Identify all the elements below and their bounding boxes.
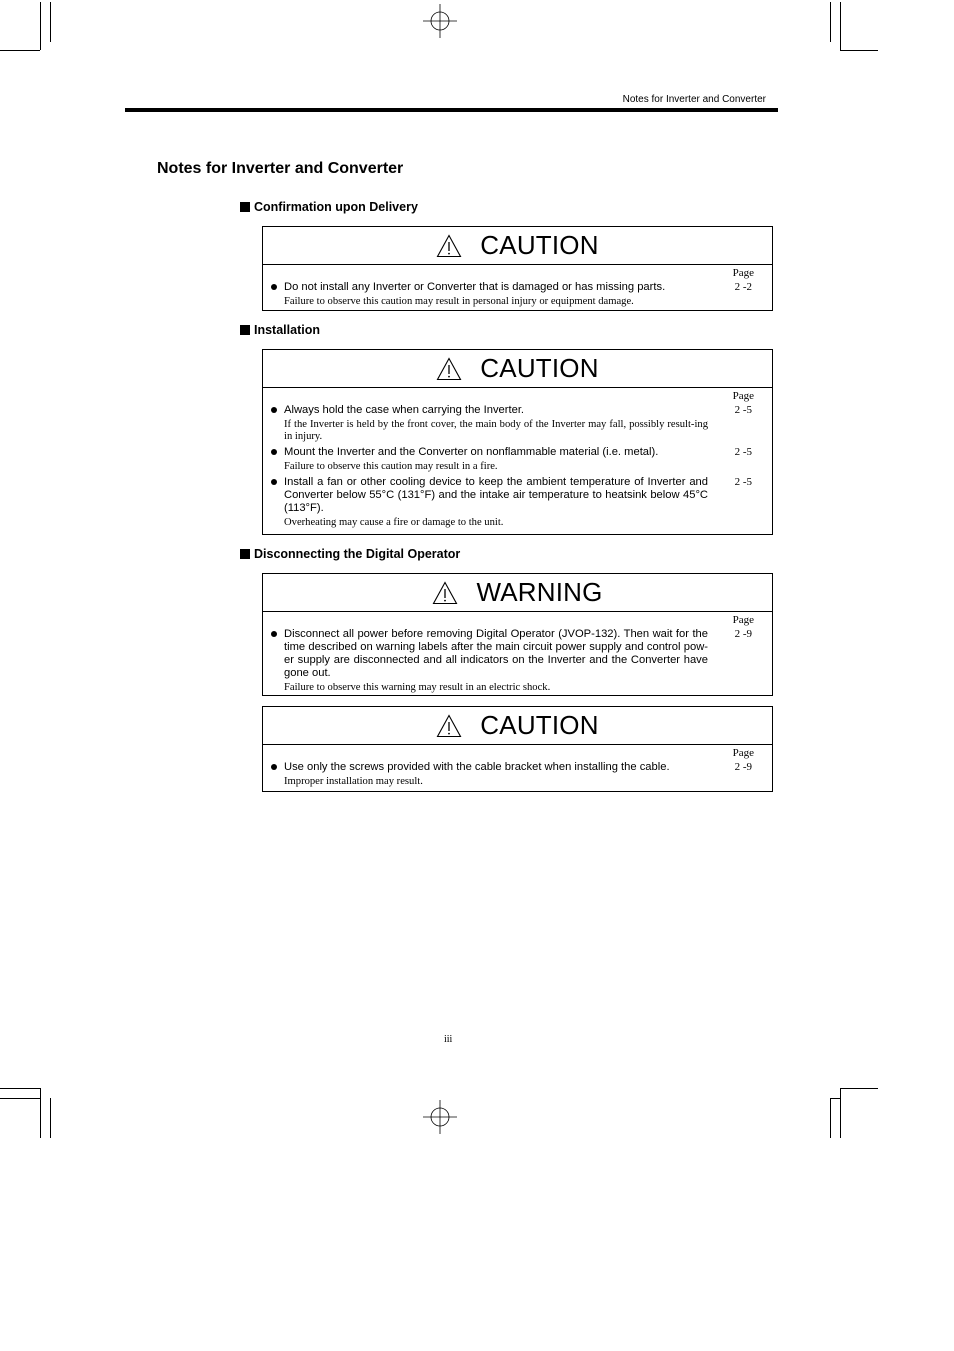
section-heading	[240, 323, 320, 337]
warning-label: WARNING	[476, 577, 603, 607]
item-text: Always hold the case when carrying the Inverter.	[284, 404, 525, 416]
list-item	[263, 404, 772, 443]
section-heading-text: Installation	[254, 323, 320, 337]
item-note: Improper installation may result.	[284, 776, 423, 787]
section-heading-text: Disconnecting the Digital Operator	[254, 547, 461, 561]
caution-header	[263, 707, 772, 745]
section-heading	[240, 547, 460, 561]
square-bullet-icon	[240, 549, 250, 559]
registration-mark-icon	[423, 4, 457, 38]
page-column-label: Page	[732, 747, 754, 759]
bullet-icon	[271, 764, 277, 770]
page-title: Notes for Inverter and Converter	[157, 160, 404, 177]
page-number: iii	[444, 1034, 453, 1045]
page-column-label: Page	[732, 390, 754, 402]
list-item	[263, 476, 772, 529]
list-item	[263, 446, 772, 473]
item-text: Mount the Inverter and the Converter on nonflammable material (i.e. metal).	[284, 446, 659, 458]
bullet-icon	[271, 631, 277, 637]
caution-header	[263, 227, 772, 265]
page-ref: 2 -2	[734, 281, 752, 293]
item-text: Use only the screws provided with the cable bracket when installing the cable.	[284, 761, 670, 773]
running-header: Notes for Inverter and Converter	[622, 94, 766, 105]
page-ref: 2 -5	[734, 404, 752, 416]
square-bullet-icon	[240, 202, 250, 212]
list-item	[263, 628, 772, 694]
registration-mark-icon	[423, 1100, 457, 1134]
page-ref: 2 -9	[734, 628, 752, 640]
page-column-label: Page	[732, 267, 754, 279]
warning-triangle-icon	[436, 714, 462, 738]
caution-box	[262, 226, 773, 311]
square-bullet-icon	[240, 325, 250, 335]
item-note: Failure to observe this caution may result in a fire.	[284, 461, 498, 472]
section-heading	[240, 200, 418, 214]
bullet-icon	[271, 284, 277, 290]
caution-label: CAUTION	[480, 230, 599, 260]
section-heading-text: Confirmation upon Delivery	[254, 200, 418, 214]
list-item	[263, 281, 772, 308]
item-text: Do not install any Inverter or Converter that is damaged or has missing parts.	[284, 281, 666, 293]
item-text: Install a fan or other cooling device to keep the ambient temperature of Inverter and Converter below 55°C (131°F) and the intake air temperature to heatsink below 45°C (113°F).	[284, 476, 708, 514]
page-ref: 2 -9	[734, 761, 752, 773]
item-note: If the Inverter is held by the front cover, the main body of the Inverter may fall, possibly result-ing in injury.	[284, 419, 708, 442]
warning-triangle-icon	[432, 581, 458, 605]
warning-header	[263, 574, 772, 612]
caution-header	[263, 350, 772, 388]
page-ref: 2 -5	[734, 476, 752, 488]
warning-box	[262, 573, 773, 696]
bullet-icon	[271, 407, 277, 413]
bullet-icon	[271, 479, 277, 485]
caution-label: CAUTION	[480, 710, 599, 740]
caution-box	[262, 349, 773, 535]
caution-box	[262, 706, 773, 792]
item-note: Overheating may cause a fire or damage to the unit.	[284, 517, 504, 528]
bullet-icon	[271, 449, 277, 455]
page-ref: 2 -5	[734, 446, 752, 458]
list-item	[263, 761, 772, 788]
item-text: Disconnect all power before removing Digital Operator (JVOP-132). Then wait for the time described on warning labels after the main circuit power supply and control pow-er supply are disconnected and all indicators on the Inverter and the Converter have gone out.	[284, 628, 708, 679]
header-rule	[125, 108, 778, 112]
page-column-label: Page	[732, 614, 754, 626]
item-note: Failure to observe this caution may result in personal injury or equipment damage.	[284, 296, 634, 307]
item-note: Failure to observe this warning may result in an electric shock.	[284, 682, 551, 693]
warning-triangle-icon	[436, 234, 462, 258]
caution-label: CAUTION	[480, 353, 599, 383]
warning-triangle-icon	[436, 357, 462, 381]
